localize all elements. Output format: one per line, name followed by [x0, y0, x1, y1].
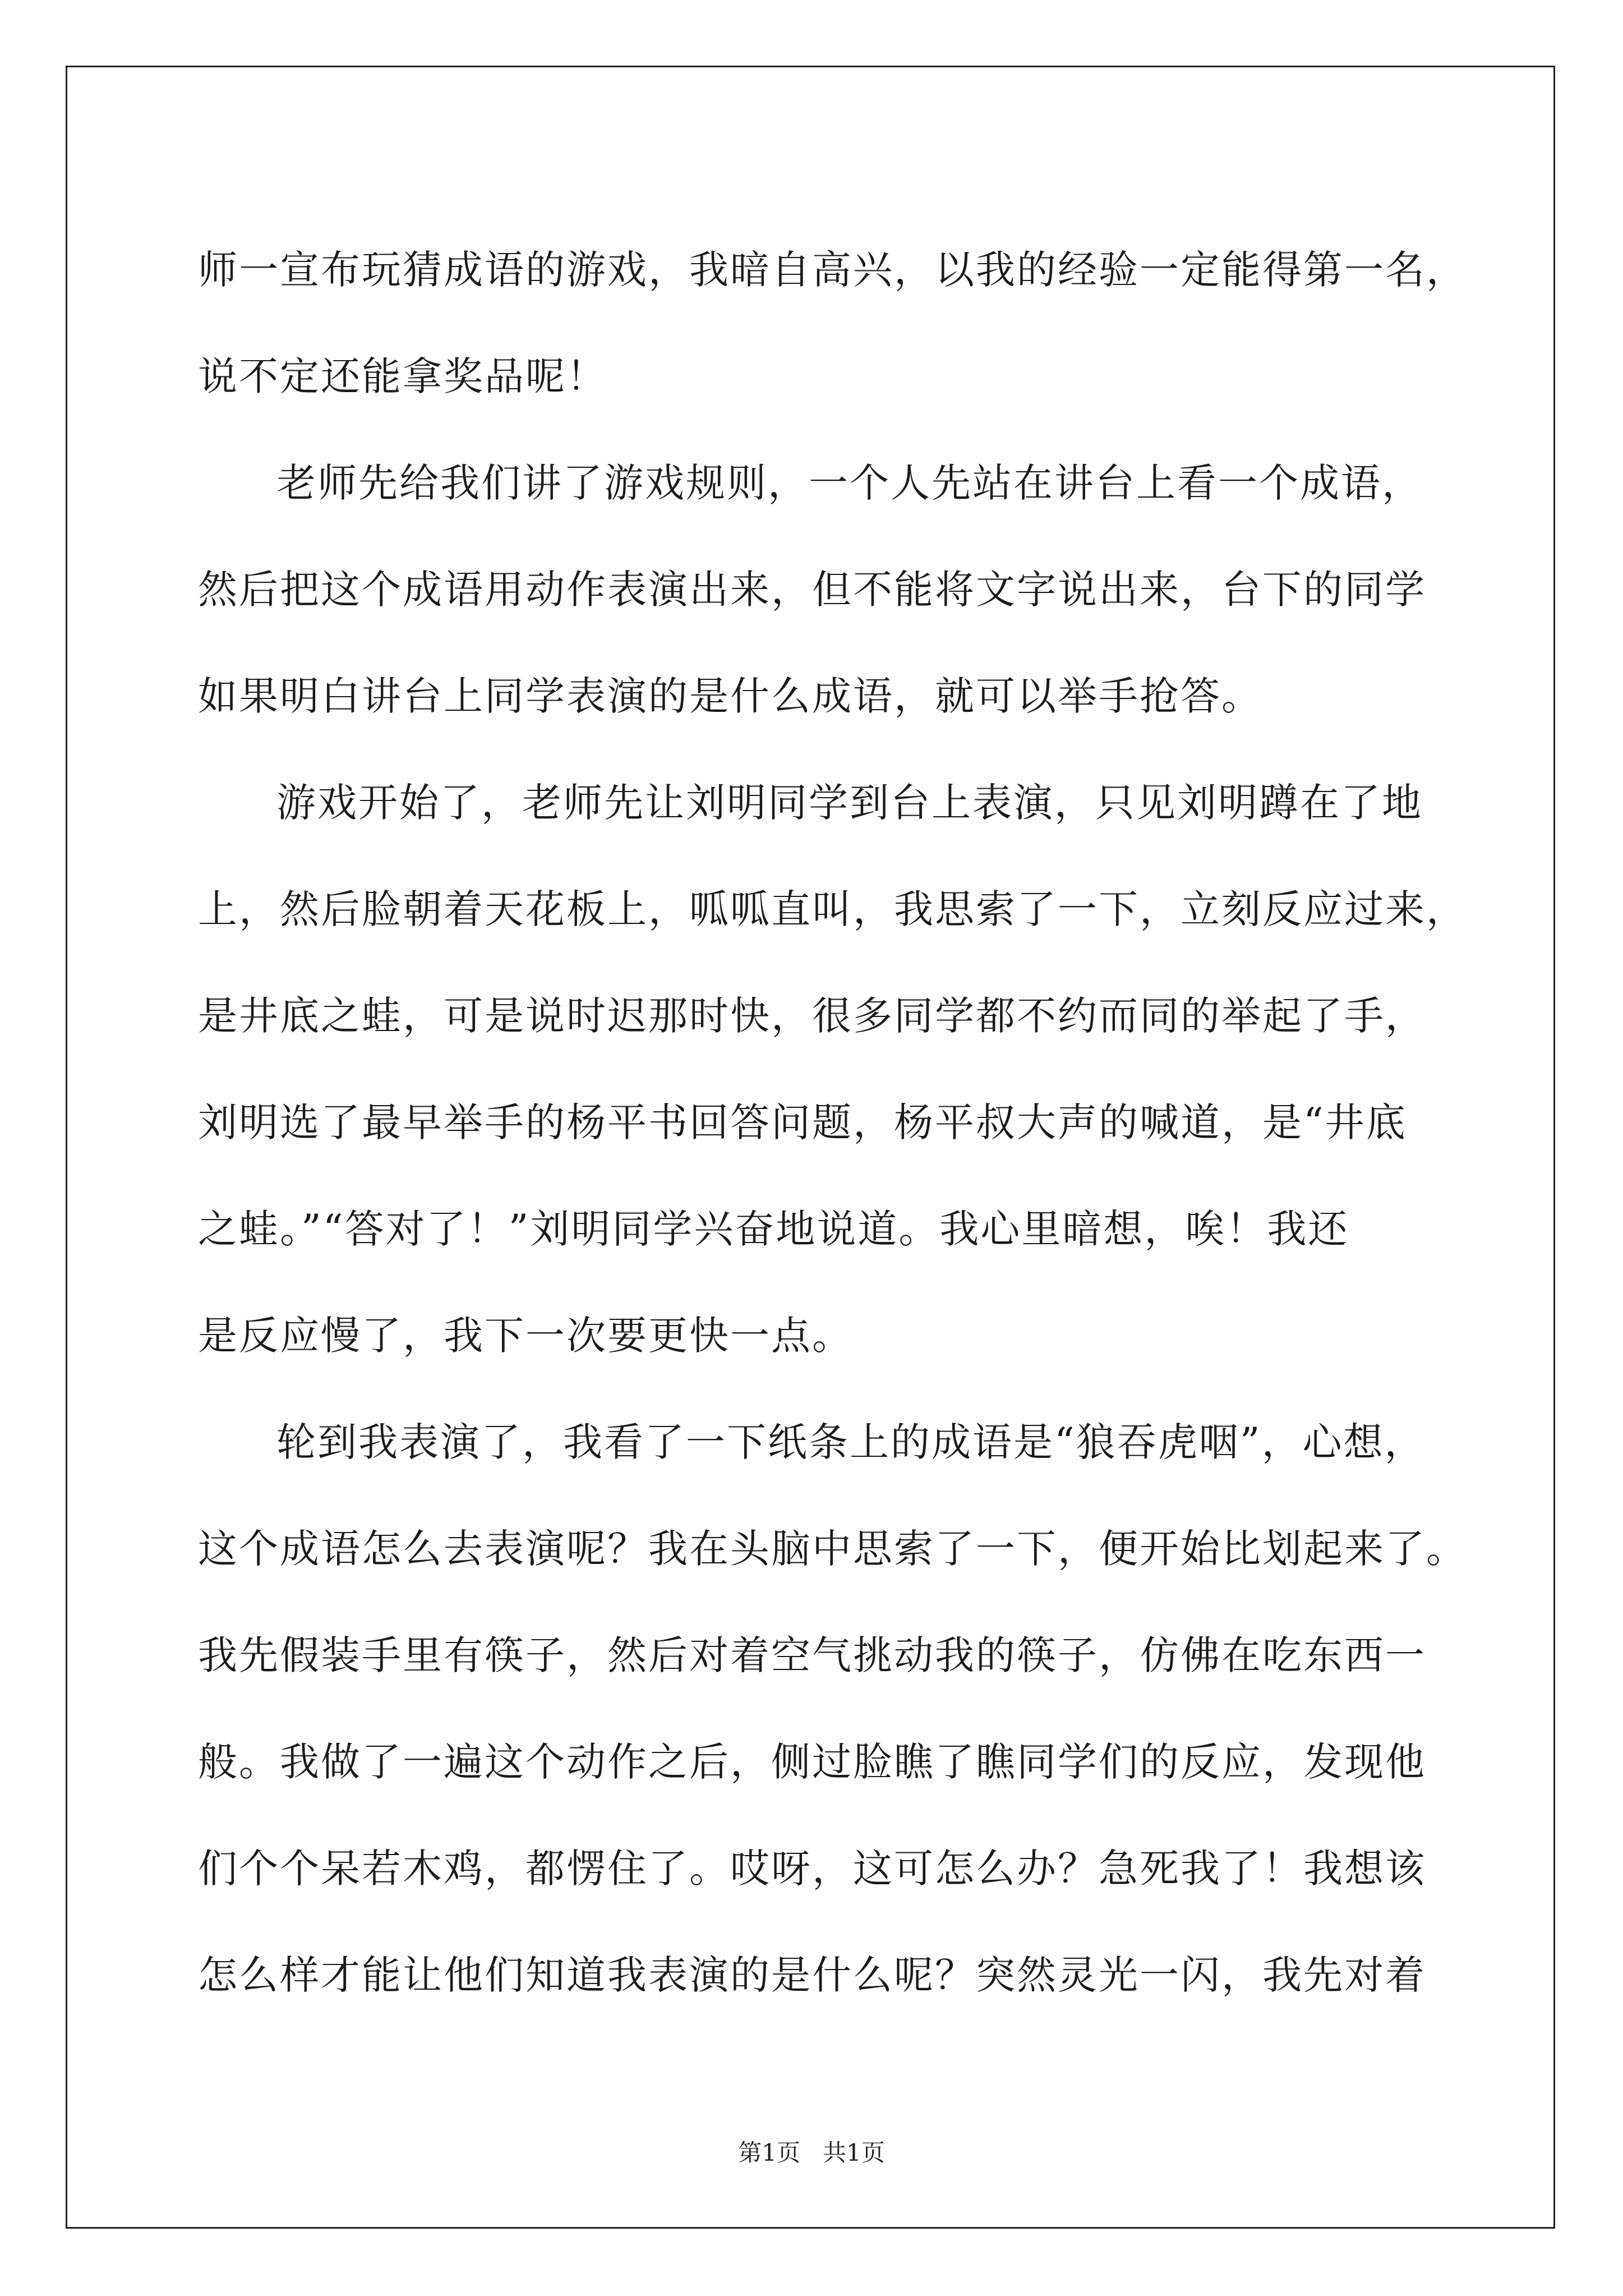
text-line: 怎么样才能让他们知道我表演的是什么呢？突然灵光一闪，我先对着 [198, 1952, 1426, 1998]
paragraph-start-line: 轮到我表演了，我看了一下纸条上的成语是“狼吞虎咽”，心想， [276, 1419, 1426, 1465]
text-line: 之蛙。”“答对了！”刘明同学兴奋地说道。我心里暗想，唉！我还 [198, 1206, 1349, 1252]
text-line: 这个成语怎么去表演呢？我在头脑中思索了一下，便开始比划起来了。 [198, 1526, 1467, 1572]
document-body [198, 217, 1465, 2028]
text-line: 刘明选了最早举手的杨平书回答问题，杨平叔大声的喊道，是“井底 [198, 1099, 1407, 1145]
text-line: 我先假装手里有筷子，然后对着空气挑动我的筷子，仿佛在吃东西一 [198, 1632, 1426, 1678]
text-line: 是井底之蛙，可是说时迟那时快，很多同学都不约而同的举起了手， [198, 993, 1426, 1039]
text-line: 是反应慢了，我下一次要更快一点。 [198, 1313, 853, 1359]
text-line: 般。我做了一遍这个动作之后，侧过脸瞧了瞧同学们的反应，发现他 [198, 1739, 1426, 1785]
text-line: 们个个呆若木鸡，都愣住了。哎呀，这可怎么办？急死我了！我想该 [198, 1846, 1426, 1892]
text-line: 师一宣布玩猜成语的游戏，我暗自高兴，以我的经验一定能得第一名， [198, 247, 1467, 293]
text-line: 然后把这个成语用动作表演出来，但不能将文字说出来，台下的同学 [198, 567, 1426, 613]
text-line: 说不定还能拿奖品呢！ [198, 353, 607, 399]
text-line: 如果明白讲台上同学表演的是什么成语，就可以举手抢答。 [198, 673, 1262, 719]
paragraph-start-line: 老师先给我们讲了游戏规则，一个人先站在讲台上看一个成语， [276, 460, 1423, 506]
page-number-footer: 第1页 共1页 [738, 2139, 885, 2166]
text-line: 上，然后脸朝着天花板上，呱呱直叫，我思索了一下，立刻反应过来， [198, 886, 1467, 932]
paragraph-start-line: 游戏开始了，老师先让刘明同学到台上表演，只见刘明蹲在了地 [276, 780, 1423, 826]
